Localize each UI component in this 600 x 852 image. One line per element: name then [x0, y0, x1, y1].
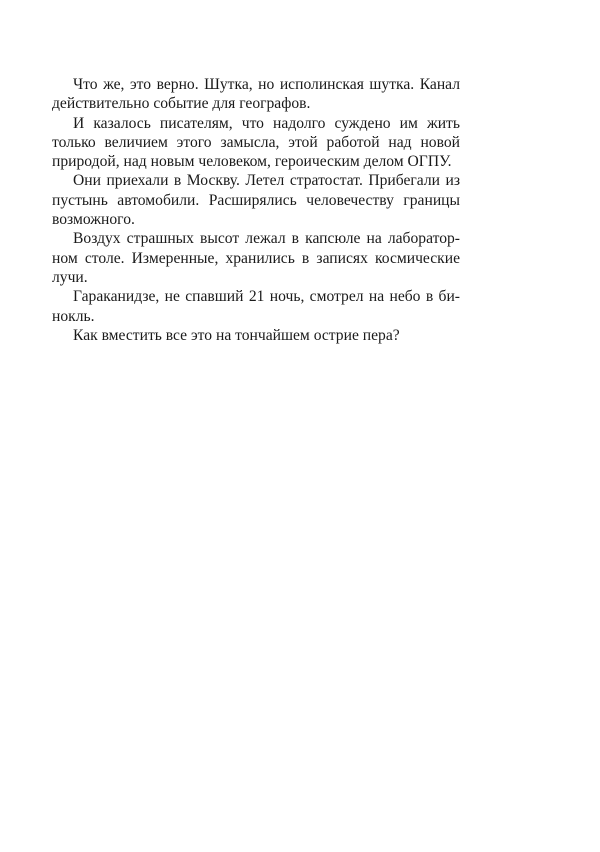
paragraph-6: Как вместить все это на тончайшем острие пера?: [73, 326, 400, 344]
document-page: [52, 75, 460, 345]
paragraph-5: Гараканидзе, не спавший 21 ночь, смотрел на небо в бинокль.: [52, 288, 460, 325]
paragraph-3: Они приехали в Москву. Летел стратостат. Прибегали из пустынь автомобили. Расширялись человечеству границы возможного.: [52, 172, 460, 229]
paragraph-2: И казалось писателям, что надолго суждено им жить только величием этого замысла, этой работой над новой природой, над новым человеком, героическим делом ОГПУ.: [52, 114, 460, 171]
paragraph-4: Воздух страшных высот лежал в капсюле на лабораторном столе. Измеренные, хранились в записях космические лучи.: [52, 230, 460, 286]
paragraph-1: Что же, это верно. Шутка, но исполинская шутка. Канал действительно событие для географов.: [52, 76, 460, 113]
